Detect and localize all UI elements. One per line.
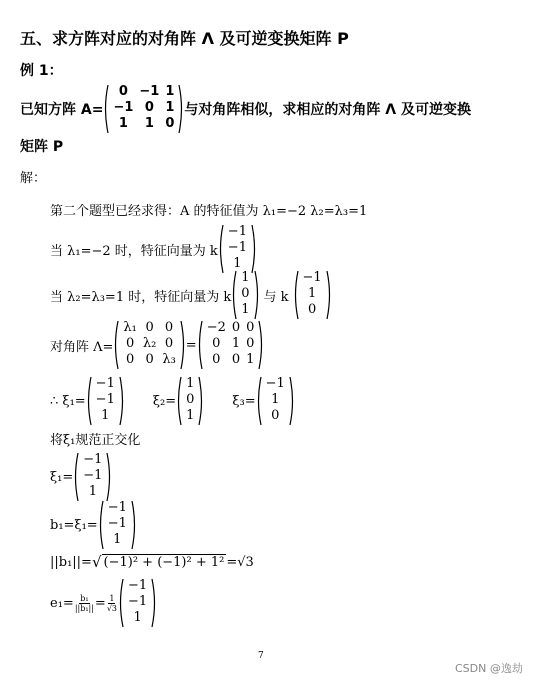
matrix-cell: 0 xyxy=(126,336,135,351)
solution-label: 解： xyxy=(20,171,47,186)
matrix-cell: 0 xyxy=(212,336,221,351)
matrix-cell: 1 xyxy=(133,610,142,625)
matrix-cell: 0 xyxy=(118,84,128,99)
matrix-cell: 0 xyxy=(241,286,250,301)
b1-vector xyxy=(98,500,137,550)
norm-right: =√3 xyxy=(226,554,254,570)
right-paren xyxy=(326,270,332,320)
matrix-A xyxy=(103,84,184,134)
left-paren xyxy=(86,376,92,426)
left-paren xyxy=(98,500,104,550)
problem-line2: 矩阵 P xyxy=(20,139,64,155)
matrix-cell: 0 xyxy=(164,320,174,335)
matrix-cell: 1 xyxy=(186,376,195,391)
right-paren xyxy=(198,376,204,426)
problem-statement xyxy=(20,84,471,134)
eigenvector-2-middle: 与 k xyxy=(263,289,289,305)
right-paren xyxy=(258,320,264,370)
b1-line xyxy=(50,500,137,550)
page-number: 7 xyxy=(258,651,264,661)
e1-coefficient xyxy=(107,594,117,613)
diagonal-matrix-line xyxy=(50,320,264,370)
xi1-again-prefix: ξ₁= xyxy=(50,469,74,485)
right-paren xyxy=(178,84,184,134)
matrix-cell: 0 xyxy=(164,336,174,351)
problem-prefix: 已知方阵 A= xyxy=(20,102,104,118)
right-paren xyxy=(131,500,137,550)
e1-coef-den: √3 xyxy=(106,603,118,613)
e1-vector xyxy=(118,578,157,628)
matrix-cell: 0 xyxy=(246,336,255,351)
diag-numeric xyxy=(197,320,265,370)
matrix-cell: −1 xyxy=(113,100,134,115)
matrix-cell: −1 xyxy=(95,392,115,407)
e1-frac-den: ||b₁|| xyxy=(74,603,94,613)
left-paren xyxy=(103,84,109,134)
diag-prefix: 对角阵 Λ= xyxy=(50,339,114,355)
matrix-cell: 1 xyxy=(307,286,317,301)
right-paren xyxy=(254,270,260,320)
left-paren xyxy=(73,452,79,502)
matrix-cell: −1 xyxy=(107,500,127,515)
left-paren xyxy=(218,224,224,274)
left-paren xyxy=(231,270,237,320)
e1-eq: = xyxy=(94,595,106,611)
matrix-cell: 0 xyxy=(212,352,221,367)
b1-prefix: b₁=ξ₁= xyxy=(50,517,98,533)
norm-radicand: (−1)² + (−1)² + 1² xyxy=(103,555,225,570)
matrix-cell: 1 xyxy=(118,116,128,131)
matrix-cell: −1 xyxy=(83,452,103,467)
matrix-cell: −1 xyxy=(302,270,322,285)
left-paren xyxy=(256,376,262,426)
matrix-cell: 0 xyxy=(271,408,280,423)
eigenvalues-line: 第二个题型已经求得：A 的特征值为 λ₁=−2 λ₂=λ₃=1 xyxy=(50,204,368,219)
xi2-label: ξ₂= xyxy=(152,393,177,409)
matrix-cell: 1 xyxy=(113,532,122,547)
matrix-cell: −1 xyxy=(227,240,247,255)
matrix-cell: −1 xyxy=(107,516,127,531)
matrix-cell: 1 xyxy=(231,336,241,351)
matrix-cell: 1 xyxy=(165,100,175,115)
matrix-cell: 1 xyxy=(144,116,154,131)
eigenvector-2b xyxy=(293,270,332,320)
matrix-cell: 0 xyxy=(186,392,195,407)
diag-eq: = xyxy=(185,337,197,353)
diag-symbolic xyxy=(113,320,185,370)
orthonormalize-text: 将ξ₁规范正交化 xyxy=(50,433,141,448)
matrix-cell: −1 xyxy=(227,224,247,239)
eigenvector-2a xyxy=(231,270,259,320)
matrix-cell: −1 xyxy=(128,594,148,609)
matrix-cell: 1 xyxy=(241,302,250,317)
section-title: 五、求方阵对应的对角阵 Λ 及可逆变换矩阵 P xyxy=(20,29,349,48)
matrix-cell: −1 xyxy=(95,376,115,391)
right-paren xyxy=(151,578,157,628)
example-label: 例 1： xyxy=(20,63,63,79)
matrix-cell: 0 xyxy=(144,100,154,115)
matrix-cell: 0 xyxy=(231,320,241,335)
matrix-cell: 0 xyxy=(145,320,154,335)
eigenvector-2-line xyxy=(50,270,332,320)
matrix-cell: 0 xyxy=(246,320,255,335)
xi1-again-line xyxy=(50,452,112,502)
xi3-vector xyxy=(256,376,295,426)
matrix-cell: −1 xyxy=(128,578,148,593)
matrix-cell: λ₁ xyxy=(123,320,137,335)
problem-suffix: 与对角阵相似，求相应的对角阵 Λ 及可逆变换 xyxy=(184,102,471,118)
left-paren xyxy=(293,270,299,320)
matrix-cell: λ₂ xyxy=(142,336,157,351)
eigenvector-1-prefix: 当 λ₁=−2 时，特征向量为 k xyxy=(50,243,218,259)
norm-left: ||b₁||= xyxy=(50,554,92,570)
matrix-cell: 1 xyxy=(88,484,97,499)
eigenvector-1-line xyxy=(50,224,257,274)
left-paren xyxy=(176,376,182,426)
matrix-cell: 1 xyxy=(165,84,175,99)
matrix-cell: −1 xyxy=(83,468,103,483)
matrix-cell: −2 xyxy=(206,320,226,335)
xi3-label: ξ₃= xyxy=(232,393,256,409)
matrix-cell: 1 xyxy=(271,392,280,407)
matrix-cell: 1 xyxy=(101,408,110,423)
norm-line xyxy=(50,553,254,571)
e1-coef-num: 1 xyxy=(109,593,115,603)
matrix-cell: 0 xyxy=(307,302,317,317)
left-paren xyxy=(197,320,203,370)
sqrt-sign: √ xyxy=(91,553,102,571)
right-paren xyxy=(289,376,295,426)
e1-prefix: e₁= xyxy=(50,595,74,611)
eigenvector-2-prefix: 当 λ₂=λ₃=1 时，特征向量为 k xyxy=(50,289,232,305)
e1-frac-num: b₁ xyxy=(80,593,89,603)
xi2-vector xyxy=(176,376,204,426)
eigenvector-1 xyxy=(218,224,257,274)
matrix-cell: λ₃ xyxy=(162,352,176,367)
matrix-cell: 0 xyxy=(126,352,135,367)
right-paren xyxy=(180,320,186,370)
left-paren xyxy=(113,320,119,370)
xi-prefix: ∴ ξ₁= xyxy=(50,393,86,409)
matrix-cell: 1 xyxy=(241,270,250,285)
matrix-cell: 0 xyxy=(165,116,175,131)
matrix-cell: 1 xyxy=(186,408,195,423)
matrix-cell: 0 xyxy=(231,352,241,367)
xi1-vector xyxy=(86,376,125,426)
e1-fraction xyxy=(75,594,94,613)
matrix-cell: 0 xyxy=(145,352,154,367)
xi-vectors-line xyxy=(50,376,295,426)
e1-line xyxy=(50,578,157,628)
matrix-cell: −1 xyxy=(139,84,160,99)
right-paren xyxy=(106,452,112,502)
csdn-watermark: CSDN @逸劫 xyxy=(455,662,523,675)
matrix-cell: 1 xyxy=(233,256,242,271)
left-paren xyxy=(118,578,124,628)
matrix-cell: −1 xyxy=(265,376,285,391)
right-paren xyxy=(119,376,125,426)
xi1-again-vector xyxy=(73,452,112,502)
matrix-cell: 1 xyxy=(246,352,255,367)
right-paren xyxy=(251,224,257,274)
